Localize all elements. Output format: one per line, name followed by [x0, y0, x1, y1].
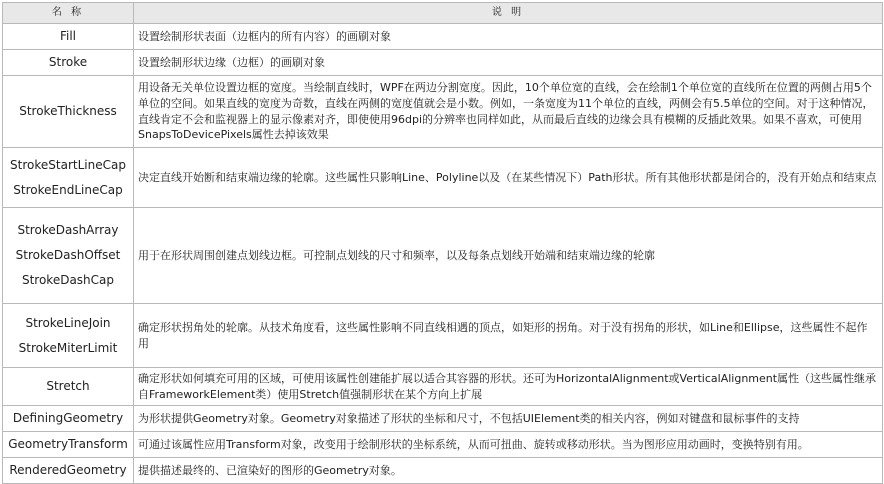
property-description: 可通过该属性应用Transform对象，改变用于绘制形状的坐标系统，从而可扭曲、旋转或移动形状。当为图形应用动画时，变换特别有用。 [134, 432, 883, 458]
table-row [3, 24, 883, 50]
property-name: Fill [59, 29, 77, 43]
table-row [3, 50, 883, 76]
property-name-cell [3, 76, 134, 148]
table-row [3, 406, 883, 432]
property-name-cell [3, 208, 134, 304]
property-description: 提供描述最终的、已渲染好的图形的Geometry对象。 [134, 458, 883, 484]
property-name: StrokeMiterLimit [18, 340, 118, 355]
property-name: StrokeLineJoin [25, 315, 111, 330]
property-name: StrokeDashArray [17, 223, 119, 237]
description-column-header: 说 明 [134, 3, 883, 24]
property-name: StrokeStartLineCap [10, 157, 126, 172]
table-row [3, 208, 883, 304]
property-name-cell [3, 50, 134, 76]
property-description: 设置绘制形状表面（边框内的所有内容）的画刷对象 [134, 24, 883, 50]
table-row [3, 432, 883, 458]
property-name-cell [3, 432, 134, 458]
property-description: 用于在形状周围创建点划线边框。可控制点划线的尺寸和频率，以及每条点划线开始端和结束端边缘的轮廓 [134, 208, 883, 304]
table-row [3, 76, 883, 148]
property-description: 用设备无关单位设置边框的宽度。当绘制直线时，WPF在两边分割宽度。因此，10个单位宽的直线，会在绘制1个单位宽的直线所在位置的两侧占用5个单位的空间。如果直线的宽度为奇数，直线在两侧的宽度值就会是小数。例如，一条宽度为11个单位的直线，两侧会有5.5单位的空间。对于这种情况，直线肯定不会和监视器上的显示像素对齐，即使使用96dpi的分辨率也同样如此，从而最后直线的边缘会具有模糊的反插此效果。如果不喜欢，可使用SnapsToDevicePixels属性去掉该效果 [134, 76, 883, 148]
property-table [2, 2, 883, 484]
property-name-cell [3, 24, 134, 50]
property-name-cell [3, 406, 134, 432]
property-description: 设置绘制形状边缘（边框）的画刷对象 [134, 50, 883, 76]
property-name: RenderedGeometry [9, 463, 127, 477]
property-description: 确定形状拐角处的轮廓。从技术角度看，这些属性影响不同直线相遇的顶点，如矩形的拐角。对于没有拐角的形状，如Line和Ellipse，这些属性不起作用 [134, 304, 883, 368]
property-description: 确定形状如何填充可用的区域，可使用该属性创建能扩展以适合其容器的形状。还可为HorizontalAlignment或VerticalAlignment属性（这些属性继承自FrameworkElement类）使用Stretch值强制形状在某个方向上扩展 [134, 368, 883, 406]
table-row [3, 368, 883, 406]
table-row [3, 304, 883, 368]
property-name: StrokeDashOffset [15, 248, 121, 262]
property-name: StrokeEndLineCap [13, 182, 123, 197]
property-description: 为形状提供Geometry对象。Geometry对象描述了形状的坐标和尺寸，不包括UIElement类的相关内容，例如对键盘和鼠标事件的支持 [134, 406, 883, 432]
property-name: DefiningGeometry [12, 411, 124, 425]
table-header-row [3, 3, 883, 24]
property-name-cell [3, 304, 134, 368]
property-name-cell [3, 458, 134, 484]
table-row [3, 458, 883, 484]
property-name: GeometryTransform [8, 437, 128, 451]
table-row [3, 148, 883, 208]
property-name: StrokeThickness [19, 104, 117, 118]
property-name: StrokeDashCap [21, 273, 115, 287]
name-column-header: 名 称 [3, 3, 134, 24]
property-name: Stroke [48, 55, 88, 69]
property-name-cell [3, 148, 134, 208]
property-name-cell [3, 368, 134, 406]
property-description: 决定直线开始断和结束端边缘的轮廓。这些属性只影响Line、Polyline以及（在某些情况下）Path形状。所有其他形状都是闭合的，没有开始点和结束点 [134, 148, 883, 208]
property-name: Stretch [46, 379, 90, 393]
